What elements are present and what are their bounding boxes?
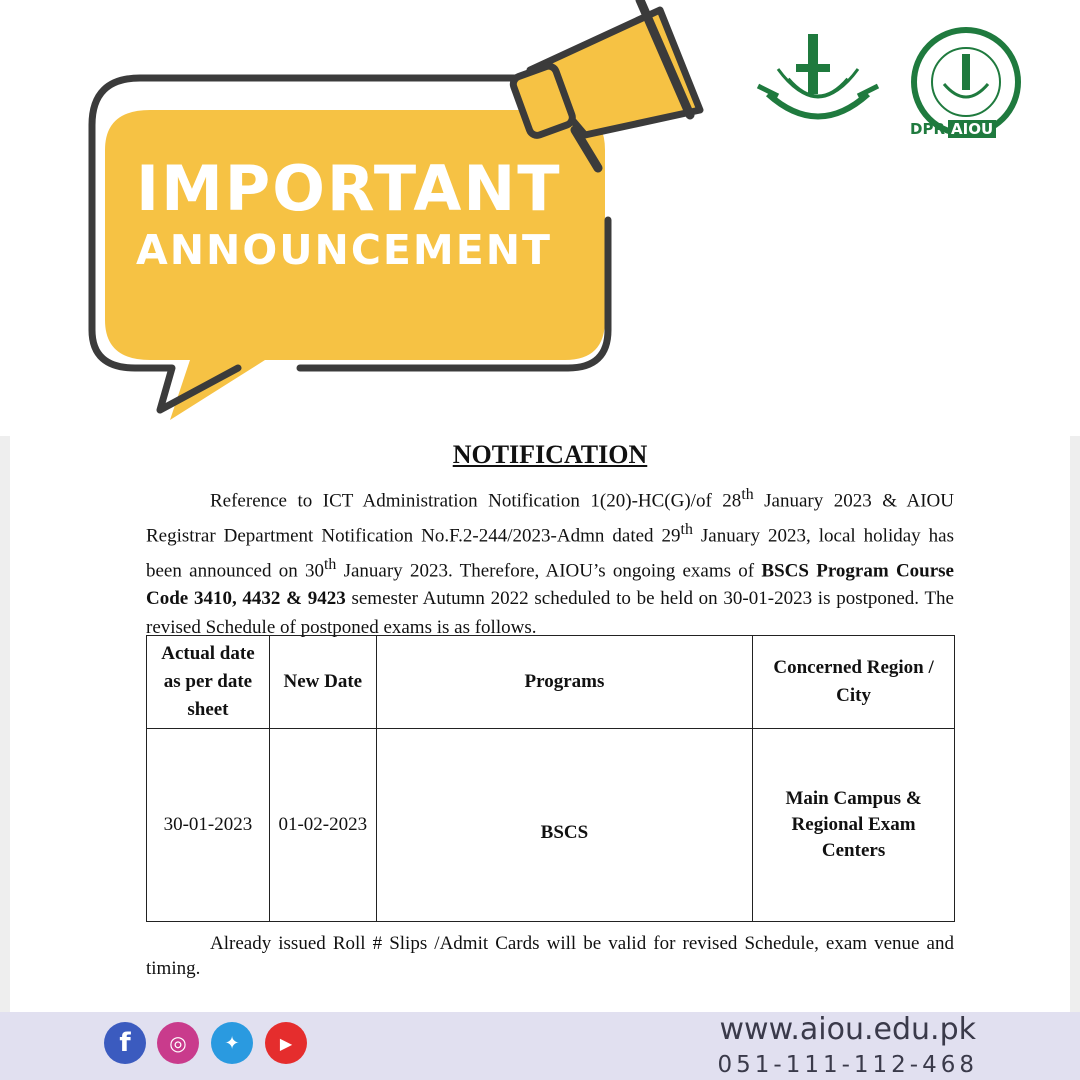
paragraph-segment: January 2023, local holiday has been announced on 30 xyxy=(146,525,954,581)
course-codes: BSCS Program Course Code 3410, 4432 & 9423 xyxy=(146,559,954,610)
dpr-text: DPR xyxy=(910,120,945,138)
twitter-icon[interactable]: ✦ xyxy=(211,1022,253,1064)
table-row xyxy=(147,729,955,922)
instagram-icon[interactable]: ◎ xyxy=(157,1022,199,1064)
dpr-box-text: AIOU xyxy=(948,120,996,138)
cell-actual-date: 30-01-2023 xyxy=(147,729,270,922)
headline-important: IMPORTANT xyxy=(136,152,562,225)
header-region-city: Concerned Region / City xyxy=(753,636,955,729)
header-actual-date: Actual date as per date sheet xyxy=(147,636,270,729)
document-edge-right xyxy=(1070,436,1080,1012)
header-new-date: New Date xyxy=(269,636,376,729)
website-link[interactable]: www.aiou.edu.pk xyxy=(719,1012,976,1047)
table-header-row xyxy=(147,636,955,729)
cell-region: Main Campus & Regional Exam Centers xyxy=(753,729,955,922)
youtube-icon[interactable]: ▶ xyxy=(265,1022,307,1064)
document-edge-left xyxy=(0,436,10,1012)
notification-title: NOTIFICATION xyxy=(452,440,648,469)
cell-new-date: 01-02-2023 xyxy=(269,729,376,922)
cell-program: BSCS xyxy=(376,729,752,922)
headline-announcement: ANNOUNCEMENT xyxy=(136,226,553,274)
ordinal-suffix: th xyxy=(741,486,754,503)
phone-number: 051-111-112-468 xyxy=(717,1052,978,1078)
paragraph-segment: January 2023. Therefore, AIOU’s ongoing exams of xyxy=(336,559,762,581)
dpr-label xyxy=(910,120,996,138)
validity-paragraph: Already issued Roll # Slips /Admit Cards will be valid for revised Schedule, exam venue and timing. xyxy=(146,933,954,979)
dpr-seal-icon xyxy=(914,30,1018,134)
paragraph-segment: January 2023 & AIOU Registrar Department Notification No.F.2-244/2023-Admn dated 29 xyxy=(146,490,955,547)
paragraph-segment: semester Autumn 2022 scheduled to be held on 30-01-2023 is postponed. The revised Schedule of postponed exams is as follows. xyxy=(146,588,954,638)
aiou-seal-icon xyxy=(758,34,878,117)
ordinal-suffix: th xyxy=(680,520,693,538)
paragraph-segment: Reference to ICT Administration Notification 1(20)-HC(G)/of 28 xyxy=(210,490,742,512)
facebook-icon[interactable]: f xyxy=(104,1022,146,1064)
notification-paragraph xyxy=(146,481,954,642)
ordinal-suffix: th xyxy=(324,555,337,573)
header-programs: Programs xyxy=(376,636,752,729)
revised-schedule-table xyxy=(146,635,955,922)
